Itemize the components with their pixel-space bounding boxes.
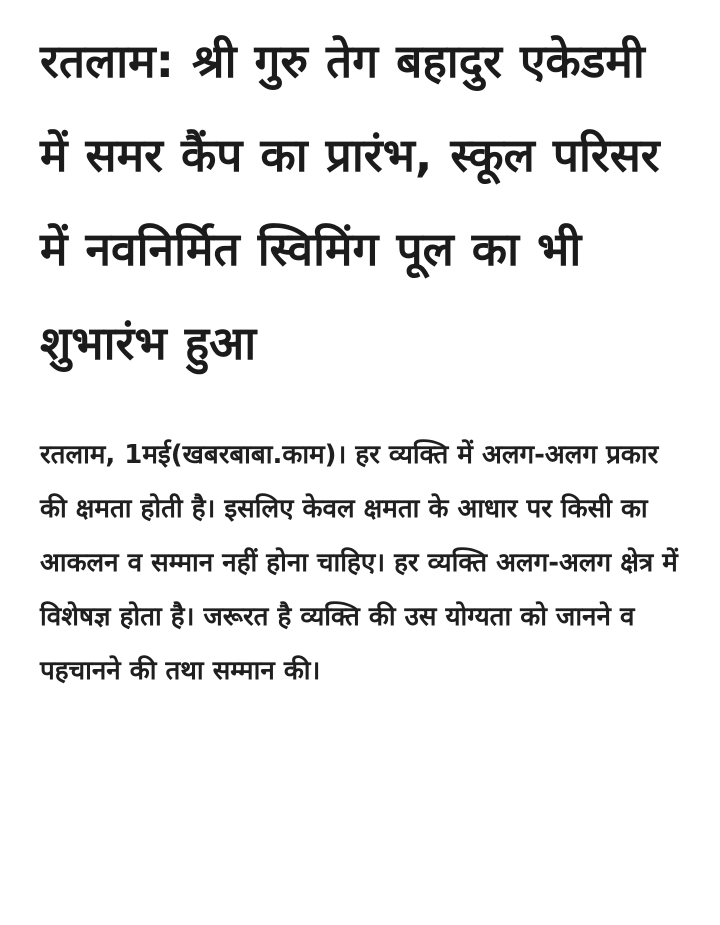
article-body-paragraph: रतलाम, 1मई(खबरबाबा.काम)। हर व्यक्ति में अलग-अलग प्रकार की क्षमता होती है। इसलिए केवल क्षमता के आधार पर किसी का आकलन व सम्मान नहीं होना चाहिए। हर व्यक्ति अलग-अलग क्षेत्र में विशेषज्ञ होता है। जरूरत है व्यक्ति की उस योग्यता को जानने व पहचानने की तथा सम्मान की। [40,440,678,686]
article-headline: रतलाम: श्री गुरु तेग बहादुर एकेडमी में समर कैंप का प्रारंभ, स्कूल परिसर में नवनिर्मित स्विमिंग पूल का भी शुभारंभ हुआ [40,34,660,370]
